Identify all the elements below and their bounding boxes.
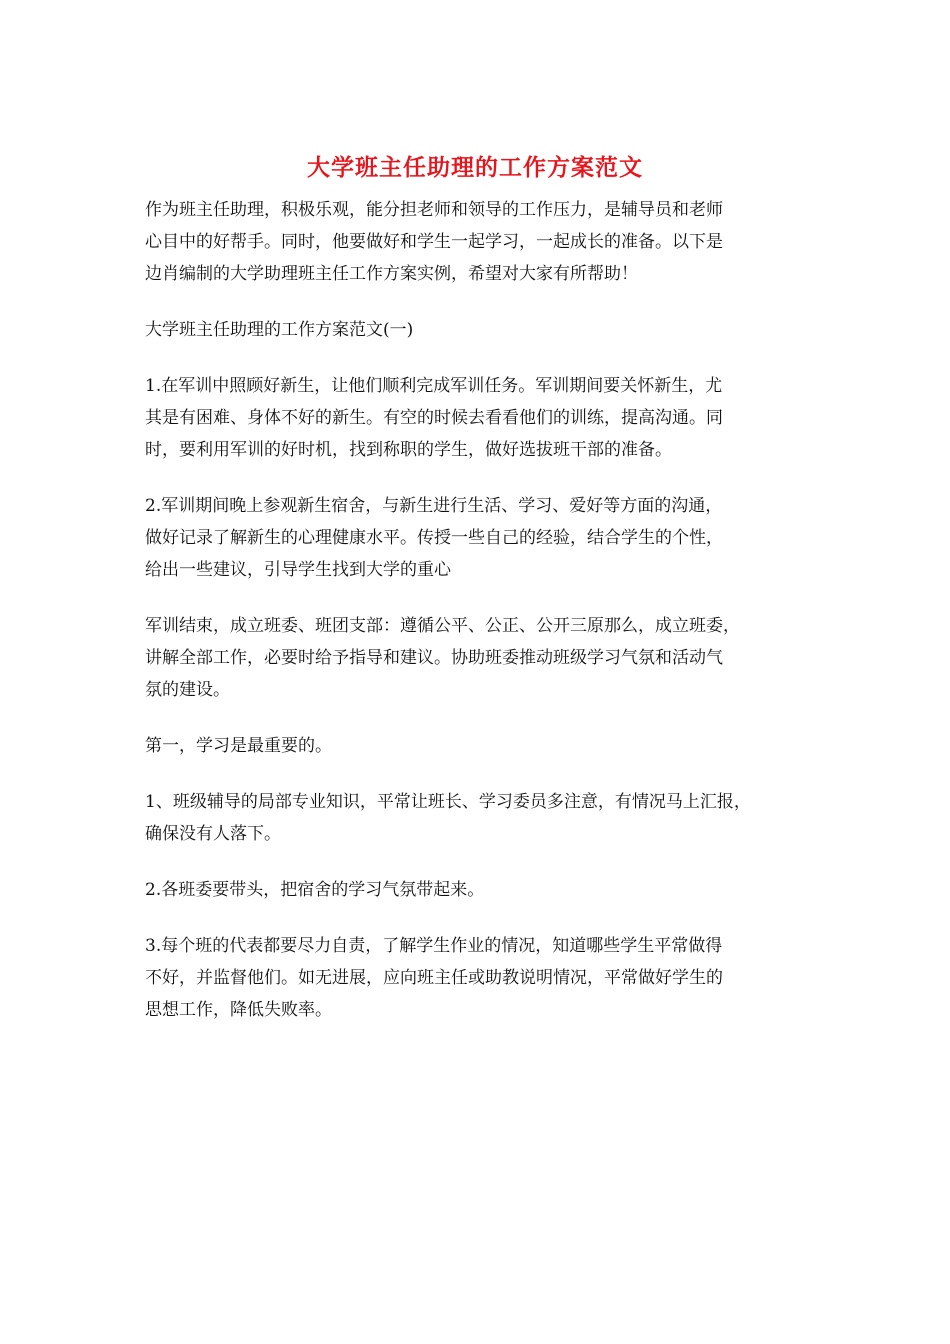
document-body bbox=[145, 194, 825, 1050]
text-line: 1、班级辅导的局部专业知识，平常让班长、学习委员多注意，有情况马上汇报， bbox=[145, 792, 751, 812]
text-line: 其是有困难、身体不好的新生。有空的时候去看看他们的训练，提高沟通。同 bbox=[145, 408, 723, 428]
paragraph-study-item-2 bbox=[145, 874, 825, 906]
text-line: 2.军训期间晚上参观新生宿舍，与新生进行生活、学习、爱好等方面的沟通， bbox=[145, 496, 723, 516]
text-line: 2.各班委要带头，把宿舍的学习气氛带起来。 bbox=[145, 880, 485, 900]
text-line: 1.在军训中照顾好新生，让他们顺利完成军训任务。军训期间要关怀新生，尤 bbox=[145, 376, 723, 396]
paragraph-study-item-1 bbox=[145, 786, 825, 850]
paragraph-item-1 bbox=[145, 370, 825, 466]
paragraph-study-first bbox=[145, 730, 825, 762]
section-heading bbox=[145, 314, 825, 346]
text-line: 给出一些建议，引导学生找到大学的重心 bbox=[145, 560, 451, 580]
text-line: 确保没有人落下。 bbox=[145, 824, 281, 844]
text-line: 作为班主任助理，积极乐观，能分担老师和领导的工作压力，是辅导员和老师 bbox=[145, 200, 723, 220]
text-line: 思想工作，降低失败率。 bbox=[145, 1000, 332, 1020]
document-title: 大学班主任助理的工作方案范文 bbox=[307, 154, 643, 181]
text-line: 心目中的好帮手。同时，他要做好和学生一起学习，一起成长的准备。以下是 bbox=[145, 232, 723, 252]
text-line: 边肖编制的大学助理班主任工作方案实例，希望对大家有所帮助！ bbox=[145, 264, 638, 284]
text-line: 第一，学习是最重要的。 bbox=[145, 736, 332, 756]
text-line: 讲解全部工作，必要时给予指导和建议。协助班委推动班级学习气氛和活动气 bbox=[145, 648, 723, 668]
paragraph-intro bbox=[145, 194, 825, 290]
text-line: 大学班主任助理的工作方案范文(一) bbox=[145, 320, 414, 340]
text-line: 3.每个班的代表都要尽力自责，了解学生作业的情况，知道哪些学生平常做得 bbox=[145, 936, 723, 956]
paragraph-study-item-3 bbox=[145, 930, 825, 1026]
text-line: 时，要利用军训的好时机，找到称职的学生，做好选拔班干部的准备。 bbox=[145, 440, 672, 460]
text-line: 氛的建设。 bbox=[145, 680, 230, 700]
paragraph-class-committee bbox=[145, 610, 825, 706]
text-line: 不好，并监督他们。如无进展，应向班主任或助教说明情况，平常做好学生的 bbox=[145, 968, 723, 988]
text-line: 做好记录了解新生的心理健康水平。传授一些自己的经验，结合学生的个性， bbox=[145, 528, 723, 548]
text-line: 军训结束，成立班委、班团支部：遵循公平、公正、公开三原那么，成立班委， bbox=[145, 616, 740, 636]
paragraph-item-2 bbox=[145, 490, 825, 586]
